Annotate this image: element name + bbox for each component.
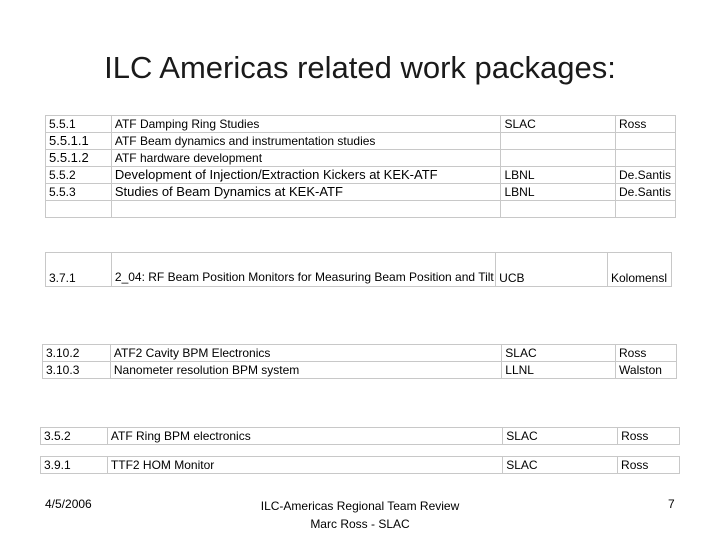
task-cell: ATF Beam dynamics and instrumentation studies <box>111 133 501 150</box>
table-row <box>41 428 680 445</box>
institution-cell: LBNL <box>501 167 616 184</box>
table-row <box>46 253 672 287</box>
wbs-cell: 3.10.3 <box>43 362 111 379</box>
work-package-table-4 <box>40 427 680 445</box>
empty-cell <box>616 201 676 218</box>
slide-title: ILC Americas related work packages: <box>104 50 616 85</box>
lead-cell: Ross <box>616 345 677 362</box>
table-row <box>46 167 676 184</box>
wbs-cell: 3.5.2 <box>41 428 108 445</box>
institution-cell: SLAC <box>503 457 618 474</box>
wbs-cell: 5.5.1 <box>46 116 112 133</box>
table-row <box>41 457 680 474</box>
lead-cell: Ross <box>618 457 680 474</box>
lead-cell <box>616 150 676 167</box>
task-cell: Development of Injection/Extraction Kickers at KEK-ATF <box>111 167 501 184</box>
table-row <box>46 150 676 167</box>
footer-author: Marc Ross - SLAC <box>310 517 410 531</box>
footer-event: ILC-Americas Regional Team Review <box>260 499 460 513</box>
wbs-cell: 5.5.2 <box>46 167 112 184</box>
lead-cell: Ross <box>616 116 676 133</box>
task-cell: ATF hardware development <box>111 150 501 167</box>
work-package-table-1 <box>45 115 676 218</box>
lead-cell: Walston <box>616 362 677 379</box>
wbs-cell: 5.5.1.2 <box>46 150 112 167</box>
table-row <box>46 184 676 201</box>
task-cell: TTF2 HOM Monitor <box>107 457 502 474</box>
work-package-table-3 <box>42 344 677 379</box>
wbs-cell: 3.10.2 <box>43 345 111 362</box>
institution-cell: SLAC <box>502 345 616 362</box>
footer-center <box>200 497 520 533</box>
lead-cell: De.Santis <box>616 184 676 201</box>
table-row <box>43 345 677 362</box>
institution-cell <box>501 133 616 150</box>
lead-cell <box>616 133 676 150</box>
institution-cell: LLNL <box>502 362 616 379</box>
work-package-table-5 <box>40 456 680 474</box>
table-row <box>46 133 676 150</box>
wbs-cell: 3.7.1 <box>46 253 112 287</box>
task-cell: Nanometer resolution BPM system <box>110 362 501 379</box>
work-package-table-2 <box>45 252 672 287</box>
institution-cell: SLAC <box>501 116 616 133</box>
wbs-cell: 5.5.1.1 <box>46 133 112 150</box>
task-cell: Studies of Beam Dynamics at KEK-ATF <box>111 184 501 201</box>
table-row <box>43 362 677 379</box>
institution-cell: SLAC <box>503 428 618 445</box>
institution-cell: UCB <box>496 253 608 287</box>
empty-cell <box>111 201 501 218</box>
slide-number: 7 <box>668 497 675 511</box>
lead-cell: Kolomensl <box>607 253 671 287</box>
wbs-cell: 3.9.1 <box>41 457 108 474</box>
task-cell: ATF Ring BPM electronics <box>107 428 502 445</box>
task-cell: ATF Damping Ring Studies <box>111 116 501 133</box>
institution-cell <box>501 150 616 167</box>
lead-cell: De.Santis <box>616 167 676 184</box>
table-row <box>46 201 676 218</box>
task-cell: 2_04: RF Beam Position Monitors for Measuring Beam Position and Tilt <box>111 253 495 287</box>
footer-date: 4/5/2006 <box>45 497 92 511</box>
lead-cell: Ross <box>618 428 680 445</box>
table-row <box>46 116 676 133</box>
institution-cell: LBNL <box>501 184 616 201</box>
empty-cell <box>501 201 616 218</box>
task-cell: ATF2 Cavity BPM Electronics <box>110 345 501 362</box>
empty-cell <box>46 201 112 218</box>
wbs-cell: 5.5.3 <box>46 184 112 201</box>
